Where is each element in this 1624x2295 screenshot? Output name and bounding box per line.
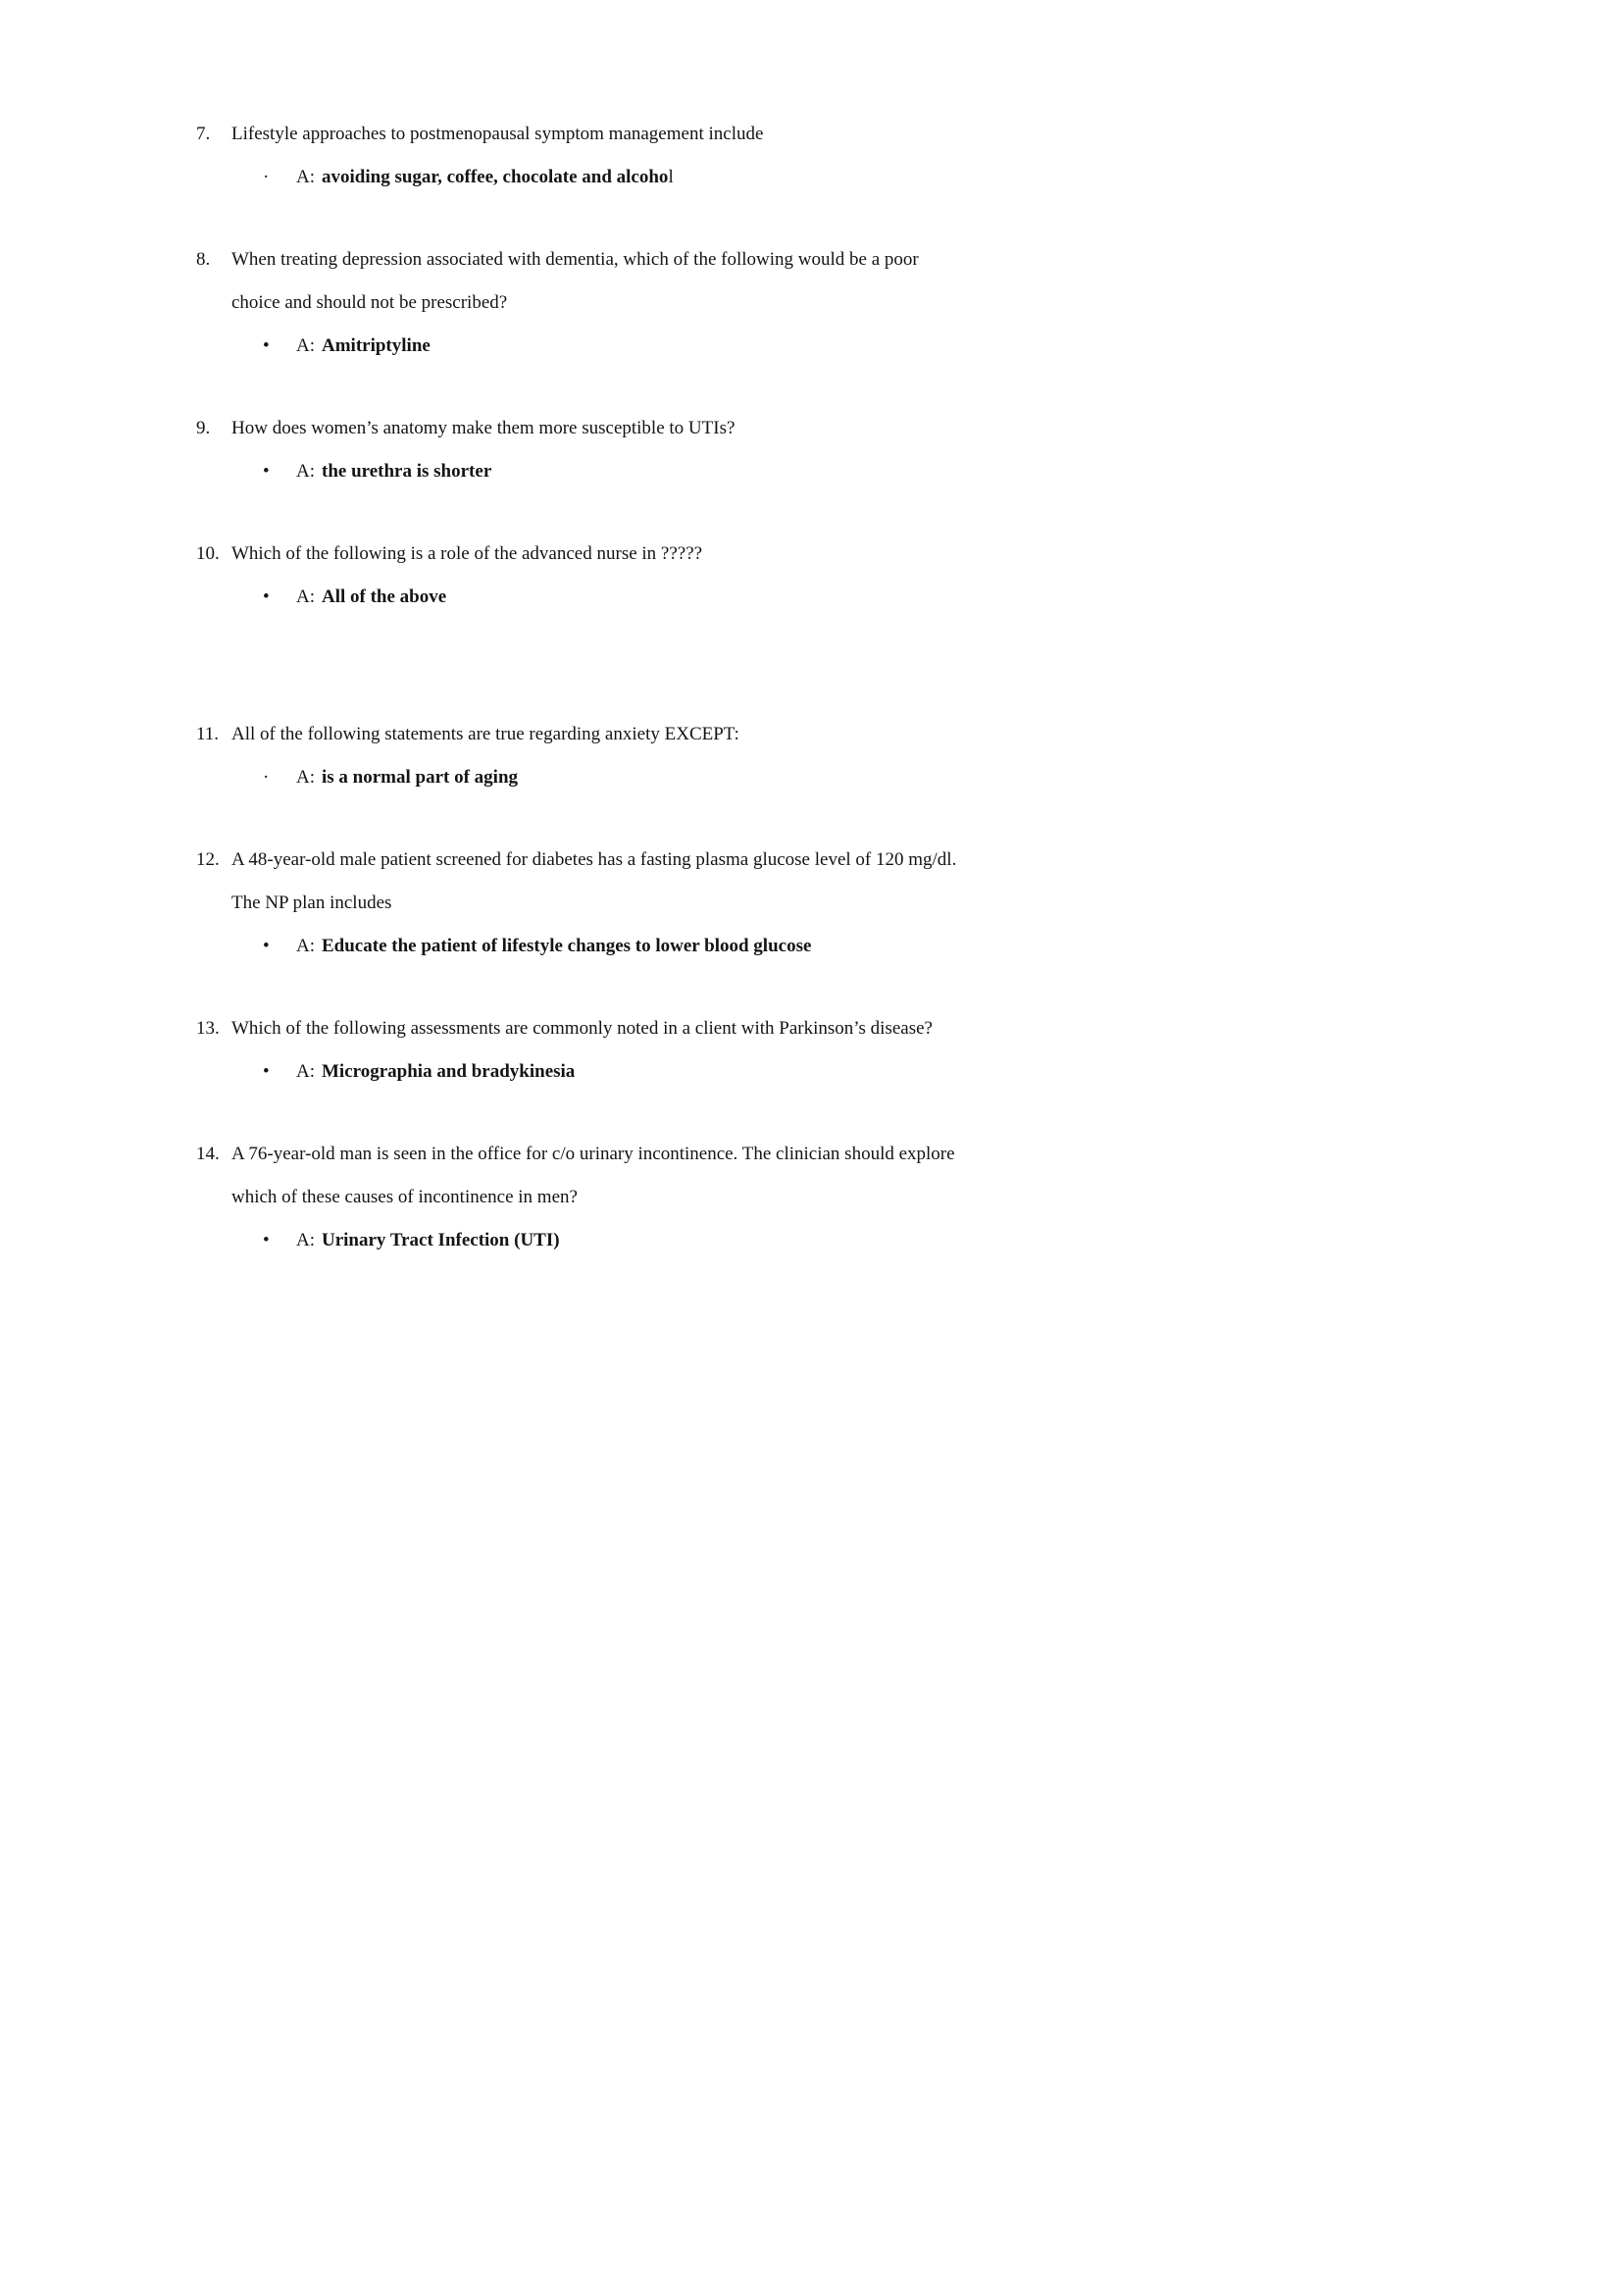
- answer-row: [196, 450, 1040, 493]
- answer-row: [196, 925, 1040, 968]
- answer-value: Micrographia and bradykinesia: [322, 1061, 576, 1082]
- question-item-10: [196, 533, 1040, 619]
- answer-prefix: A:: [296, 1061, 315, 1082]
- question-row: [196, 238, 1040, 325]
- answer-text: [296, 1219, 560, 1262]
- answer-text: [296, 325, 431, 368]
- question-text-line: A 48-year-old male patient screened for diabetes has a fasting plasma glucose level of 120 mg/dl.: [231, 849, 957, 870]
- answer-row: [196, 325, 1040, 368]
- question-text: [231, 113, 1040, 156]
- bullet-icon: •: [263, 335, 270, 356]
- answer-value: All of the above: [322, 586, 447, 607]
- bullet-icon: •: [263, 1061, 270, 1082]
- question-number: 11.: [196, 724, 220, 744]
- answer-row: [196, 756, 1040, 799]
- question-row: [196, 839, 1040, 925]
- question-row: [196, 407, 1040, 450]
- question-row: [196, 1133, 1040, 1219]
- question-row: [196, 713, 1040, 756]
- question-item-11: [196, 713, 1040, 799]
- answer-text: [296, 1050, 575, 1094]
- question-text-line: How does women’s anatomy make them more susceptible to UTIs?: [231, 418, 736, 438]
- question-text-line: When treating depression associated with dementia, which of the following would be a poor: [231, 249, 919, 270]
- answer-row: [196, 1219, 1040, 1262]
- answer-prefix: A:: [296, 167, 315, 187]
- bullet-icon: •: [263, 1230, 270, 1250]
- answer-prefix: A:: [296, 767, 315, 788]
- bullet-icon: ·: [263, 167, 270, 187]
- answer-row: [196, 576, 1040, 619]
- question-text: [231, 839, 1040, 925]
- question-item-14: [196, 1133, 1040, 1262]
- question-row: [196, 113, 1040, 156]
- question-number: 12.: [196, 849, 220, 870]
- answer-value: Urinary Tract Infection (UTI): [322, 1230, 560, 1250]
- answer-value: Educate the patient of lifestyle changes to lower blood glucose: [322, 936, 812, 956]
- question-text-line: The NP plan includes: [231, 892, 392, 913]
- question-text-line: Which of the following is a role of the advanced nurse in ?????: [231, 543, 703, 564]
- answer-prefix: A:: [296, 1230, 315, 1250]
- question-number: 8.: [196, 249, 211, 270]
- question-number: 13.: [196, 1018, 220, 1039]
- question-text-line: which of these causes of incontinence in men?: [231, 1187, 578, 1207]
- bullet-icon: •: [263, 586, 270, 607]
- question-text-line: Lifestyle approaches to postmenopausal symptom management include: [231, 124, 764, 144]
- question-item-12: [196, 839, 1040, 968]
- answer-prefix: A:: [296, 586, 315, 607]
- answer-text: [296, 576, 446, 619]
- question-number: 7.: [196, 124, 211, 144]
- document-content: [196, 113, 1040, 1262]
- question-text-line: Which of the following assessments are commonly noted in a client with Parkinson’s disease?: [231, 1018, 933, 1039]
- question-item-9: [196, 407, 1040, 493]
- question-item-13: [196, 1007, 1040, 1094]
- question-number: 14.: [196, 1144, 220, 1164]
- answer-row: [196, 156, 1040, 199]
- question-text-line: choice and should not be prescribed?: [231, 292, 508, 313]
- answer-prefix: A:: [296, 335, 315, 356]
- answer-text: [296, 156, 674, 199]
- answer-row: [196, 1050, 1040, 1094]
- answer-text: [296, 756, 518, 799]
- bullet-icon: •: [263, 461, 270, 482]
- question-row: [196, 533, 1040, 576]
- question-text: [231, 533, 1040, 576]
- answer-prefix: A:: [296, 461, 315, 482]
- answer-value: Amitriptyline: [322, 335, 431, 356]
- question-number: 10.: [196, 543, 220, 564]
- question-text: [231, 1007, 1040, 1050]
- answer-value: is a normal part of aging: [322, 767, 519, 788]
- question-text: [231, 238, 1040, 325]
- answer-tail: l: [668, 167, 674, 187]
- answer-prefix: A:: [296, 936, 315, 956]
- bullet-icon: ·: [263, 767, 270, 788]
- question-text-line: All of the following statements are true regarding anxiety EXCEPT:: [231, 724, 739, 744]
- question-text: [231, 1133, 1040, 1219]
- question-item-7: [196, 113, 1040, 199]
- question-text-line: A 76-year-old man is seen in the office for c/o urinary incontinence. The clinician should explore: [231, 1144, 955, 1164]
- question-text: [231, 407, 1040, 450]
- answer-value: avoiding sugar, coffee, chocolate and alcoho: [322, 167, 669, 187]
- question-text: [231, 713, 1040, 756]
- bullet-icon: •: [263, 936, 270, 956]
- question-row: [196, 1007, 1040, 1050]
- answer-value: the urethra is shorter: [322, 461, 492, 482]
- answer-text: [296, 925, 811, 968]
- answer-text: [296, 450, 491, 493]
- question-number: 9.: [196, 418, 211, 438]
- question-item-8: [196, 238, 1040, 368]
